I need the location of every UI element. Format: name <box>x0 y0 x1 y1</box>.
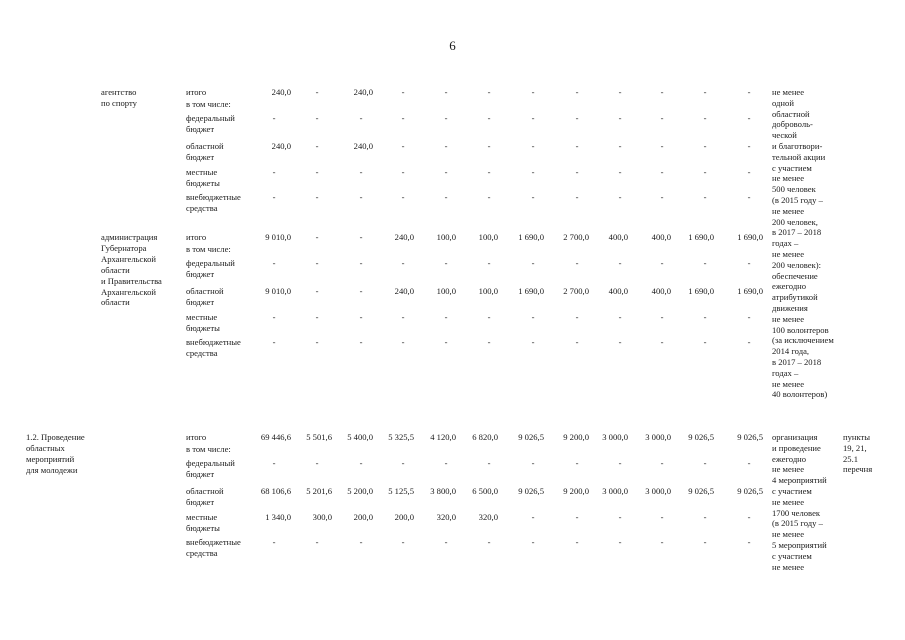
table-cell: - <box>531 258 535 268</box>
row-label: итого <box>186 432 207 442</box>
table-cell: - <box>444 258 448 268</box>
table-cell: - <box>315 141 319 151</box>
table-cell: 240,0 <box>353 141 373 151</box>
table-cell: - <box>531 167 535 177</box>
table-cell: 6 820,0 <box>472 432 498 442</box>
table-cell: - <box>575 113 579 123</box>
table-cell: - <box>575 141 579 151</box>
executor-label: по спорту <box>101 97 137 108</box>
row-label: бюджеты <box>186 522 220 533</box>
table-cell: - <box>618 312 622 322</box>
table-cell: - <box>618 192 622 202</box>
indicator-text: 4 мероприятий <box>772 475 827 486</box>
indicator-text: движения <box>772 303 808 313</box>
indicator-text: не менее <box>772 561 805 572</box>
table-cell: - <box>660 258 664 268</box>
row-label: в том числе: <box>186 444 231 454</box>
table-cell: 400,0 <box>608 286 628 296</box>
table-cell: - <box>487 337 491 347</box>
item-label: 1.2. Проведение <box>26 432 85 442</box>
table-cell: 1 690,0 <box>518 286 544 296</box>
row-label: федеральный <box>186 113 235 123</box>
table-cell: 1 690,0 <box>737 232 763 242</box>
table-cell: - <box>487 312 491 322</box>
table-cell: - <box>703 458 707 468</box>
table-cell: - <box>315 87 319 97</box>
table-cell: - <box>315 258 319 268</box>
indicator-text: в 2017 – 2018 <box>772 227 822 238</box>
indicator-text: 100 волонтеров <box>772 324 829 335</box>
table-cell: 9 200,0 <box>563 432 589 442</box>
table-cell: - <box>359 337 363 347</box>
table-cell: 100,0 <box>478 286 498 296</box>
table-cell: - <box>359 167 363 177</box>
table-cell: - <box>660 113 664 123</box>
table-cell: 5 125,5 <box>388 486 414 496</box>
table-cell: 240,0 <box>271 87 291 97</box>
reference-text: пункты <box>843 432 871 442</box>
row-label: в том числе: <box>186 99 231 109</box>
table-cell: - <box>703 312 707 322</box>
table-cell: - <box>660 167 664 177</box>
table-cell: 1 690,0 <box>688 232 714 242</box>
row-label: итого <box>186 232 207 242</box>
row-label: бюджеты <box>186 177 220 188</box>
row-label: бюджет <box>186 468 215 479</box>
table-cell: 100,0 <box>436 286 456 296</box>
table-cell: - <box>575 258 579 268</box>
table-cell: - <box>401 258 405 268</box>
table-cell: 3 000,0 <box>602 432 628 442</box>
table-cell: - <box>401 192 405 202</box>
row-label: бюджет <box>186 296 215 307</box>
indicator-text: ежегодно <box>772 453 807 464</box>
table-cell: - <box>444 537 448 547</box>
table-cell: 6 500,0 <box>472 486 498 496</box>
table-cell: - <box>575 87 579 97</box>
table-cell: - <box>359 258 363 268</box>
indicator-text: тельной акции <box>772 151 826 162</box>
row-label: местные <box>186 167 218 177</box>
executor-label: области <box>101 297 130 308</box>
row-label: внебюджетные <box>186 192 241 202</box>
indicator-text: в 2017 – 2018 <box>772 357 822 367</box>
table-cell: - <box>401 458 405 468</box>
table-cell: 320,0 <box>436 512 456 522</box>
table-cell: 200,0 <box>394 512 414 522</box>
table-cell: 5 325,5 <box>388 432 414 442</box>
table-cell: - <box>444 87 448 97</box>
table-cell: 240,0 <box>394 286 414 296</box>
table-cell: 5 201,6 <box>306 486 332 496</box>
table-cell: - <box>703 537 707 547</box>
table-cell: 1 690,0 <box>518 232 544 242</box>
table-cell: - <box>487 141 491 151</box>
table-cell: - <box>444 192 448 202</box>
table-cell: - <box>660 87 664 97</box>
indicator-text: одной <box>772 97 794 108</box>
indicator-text: ежегодно <box>772 281 807 292</box>
table-cell: - <box>747 167 751 177</box>
table-cell: 5 400,0 <box>347 432 373 442</box>
table-cell: - <box>401 113 405 123</box>
indicator-text: не менее <box>772 496 805 507</box>
table-cell: 320,0 <box>478 512 498 522</box>
table-cell: 3 000,0 <box>645 486 671 496</box>
row-label: областной <box>186 486 224 496</box>
indicator-text: годах – <box>772 367 799 378</box>
table-cell: - <box>747 312 751 322</box>
table-cell: - <box>444 458 448 468</box>
indicator-text: не менее <box>772 529 805 540</box>
table-cell: - <box>272 312 276 322</box>
table-cell: - <box>487 192 491 202</box>
table-cell: - <box>531 458 535 468</box>
table-cell: - <box>531 537 535 547</box>
table-cell: 400,0 <box>651 286 671 296</box>
table-cell: 9 026,5 <box>737 432 763 442</box>
indicator-text: 200 человек): <box>772 259 822 270</box>
indicator-text: не менее <box>772 249 805 259</box>
table-cell: - <box>359 312 363 322</box>
table-cell: - <box>401 141 405 151</box>
page-number: 6 <box>449 38 456 53</box>
table-cell: 5 200,0 <box>347 486 373 496</box>
table-cell: - <box>272 167 276 177</box>
table-cell: - <box>444 337 448 347</box>
table-cell: - <box>703 87 707 97</box>
indicator-text: 1700 человек <box>772 507 821 518</box>
table-cell: - <box>747 337 751 347</box>
table-cell: 69 446,6 <box>260 432 291 442</box>
table-cell: 200,0 <box>353 512 373 522</box>
table-cell: 400,0 <box>651 232 671 242</box>
executor-label: области <box>101 264 130 275</box>
table-cell: - <box>315 232 319 242</box>
table-cell: 2 700,0 <box>563 232 589 242</box>
indicator-text: не менее <box>772 173 805 184</box>
table-cell: - <box>660 512 664 522</box>
table-cell: - <box>747 537 751 547</box>
table-cell: 4 120,0 <box>430 432 456 442</box>
table-cell: - <box>575 512 579 522</box>
table-cell: - <box>272 458 276 468</box>
table-cell: - <box>618 141 622 151</box>
table-cell: - <box>703 141 707 151</box>
indicator-text: (в 2015 году – <box>772 195 823 205</box>
indicator-text: 5 мероприятий <box>772 540 827 550</box>
table-cell: - <box>272 537 276 547</box>
table-cell: - <box>401 337 405 347</box>
indicator-text: не менее <box>772 313 805 324</box>
indicator-text: годах – <box>772 238 799 249</box>
table-cell: - <box>618 113 622 123</box>
table-cell: 9 026,5 <box>518 432 544 442</box>
table-cell: - <box>359 537 363 547</box>
table-cell: - <box>531 141 535 151</box>
table-cell: - <box>531 312 535 322</box>
row-label: бюджет <box>186 268 215 279</box>
table-cell: - <box>618 258 622 268</box>
table-cell: - <box>575 537 579 547</box>
table-cell: - <box>444 113 448 123</box>
table-cell: 100,0 <box>478 232 498 242</box>
table-cell: - <box>359 458 363 468</box>
table-cell: - <box>747 141 751 151</box>
table-cell: - <box>487 87 491 97</box>
table-cell: 1 340,0 <box>265 512 291 522</box>
table-cell: - <box>660 312 664 322</box>
executor-label: Губернатора <box>101 242 147 253</box>
executor-label: Архангельской <box>101 253 156 264</box>
table-cell: - <box>531 113 535 123</box>
row-label: внебюджетные <box>186 337 241 347</box>
table-cell: - <box>272 337 276 347</box>
table-cell: - <box>703 167 707 177</box>
table-cell: 9 026,5 <box>737 486 763 496</box>
table-cell: 240,0 <box>271 141 291 151</box>
row-label: бюджет <box>186 151 215 162</box>
row-label: внебюджетные <box>186 537 241 547</box>
table-cell: - <box>575 312 579 322</box>
table-cell: 1 690,0 <box>688 286 714 296</box>
row-label: федеральный <box>186 258 235 268</box>
table-cell: - <box>703 337 707 347</box>
row-label: бюджет <box>186 496 215 507</box>
indicator-text: 40 волонтеров) <box>772 389 828 400</box>
table-cell: - <box>487 537 491 547</box>
indicator-text: ческой <box>772 130 797 141</box>
table-cell: - <box>618 512 622 522</box>
table-cell: 3 800,0 <box>430 486 456 496</box>
table-cell: - <box>272 192 276 202</box>
indicator-text: областной <box>772 108 810 119</box>
table-cell: - <box>487 113 491 123</box>
table-cell: 3 000,0 <box>645 432 671 442</box>
indicator-text: не менее <box>772 205 805 216</box>
table-cell: 9 200,0 <box>563 486 589 496</box>
table-cell: - <box>660 458 664 468</box>
table-cell: - <box>531 87 535 97</box>
table-cell: - <box>747 258 751 268</box>
indicator-text: не менее <box>772 87 805 97</box>
row-label: средства <box>186 202 218 213</box>
table-cell: - <box>315 312 319 322</box>
indicator-text: доброволь- <box>772 119 813 130</box>
table-cell: 1 690,0 <box>737 286 763 296</box>
table-cell: - <box>747 192 751 202</box>
reference-text: 25.1 <box>843 453 859 464</box>
table-cell: - <box>359 286 363 296</box>
table-cell: - <box>401 312 405 322</box>
indicator-text: с участием <box>772 550 812 561</box>
reference-text: перечня <box>843 464 873 475</box>
row-label: областной <box>186 141 224 151</box>
table-cell: - <box>703 113 707 123</box>
table-cell: - <box>315 537 319 547</box>
table-cell: 9 026,5 <box>518 486 544 496</box>
row-label: средства <box>186 547 218 558</box>
table-cell: - <box>660 337 664 347</box>
table-cell: 9 026,5 <box>688 432 714 442</box>
table-cell: - <box>444 167 448 177</box>
table-cell: 9 010,0 <box>265 286 291 296</box>
row-label: областной <box>186 286 224 296</box>
row-label: федеральный <box>186 458 235 468</box>
table-cell: 9 026,5 <box>688 486 714 496</box>
table-cell: - <box>359 113 363 123</box>
row-label: местные <box>186 312 218 322</box>
indicator-text: (в 2015 году – <box>772 518 823 529</box>
indicator-text: атрибутикой <box>772 292 818 303</box>
table-cell: 400,0 <box>608 232 628 242</box>
table-cell: - <box>444 141 448 151</box>
table-cell: - <box>618 537 622 547</box>
table-cell: - <box>703 192 707 202</box>
table-cell: - <box>575 458 579 468</box>
table-cell: - <box>531 192 535 202</box>
table-cell: - <box>618 167 622 177</box>
table-cell: - <box>487 258 491 268</box>
table-cell: - <box>487 167 491 177</box>
table-cell: - <box>531 512 535 522</box>
table-cell: - <box>401 167 405 177</box>
table-cell: 2 700,0 <box>563 286 589 296</box>
table-cell: 100,0 <box>436 232 456 242</box>
indicator-text: с участием <box>772 486 812 496</box>
table-cell: 3 000,0 <box>602 486 628 496</box>
table-cell: 300,0 <box>312 512 332 522</box>
table-cell: - <box>703 258 707 268</box>
row-label: бюджет <box>186 123 215 134</box>
table-cell: - <box>660 192 664 202</box>
table-cell: - <box>315 192 319 202</box>
table-cell: - <box>747 87 751 97</box>
indicator-text: не менее <box>772 378 805 389</box>
table-cell: - <box>272 113 276 123</box>
indicator-text: не менее <box>772 464 805 475</box>
indicator-text: (за исключением <box>772 335 834 346</box>
table-cell: - <box>660 537 664 547</box>
executor-label: Архангельской <box>101 286 156 297</box>
table-cell: - <box>444 312 448 322</box>
row-label: местные <box>186 512 218 522</box>
executor-label: администрация <box>101 232 158 242</box>
indicator-text: и проведение <box>772 442 821 453</box>
executor-label: агентство <box>101 87 137 97</box>
table-cell: - <box>359 192 363 202</box>
item-label: областных <box>26 442 65 453</box>
table-cell: - <box>747 458 751 468</box>
table-cell: - <box>575 337 579 347</box>
indicator-text: с участием <box>772 162 812 173</box>
item-label: для молодежи <box>26 464 78 475</box>
table-cell: - <box>315 337 319 347</box>
table-cell: - <box>315 458 319 468</box>
table-cell: - <box>531 337 535 347</box>
table-cell: - <box>660 141 664 151</box>
table-cell: 5 501,6 <box>306 432 332 442</box>
indicator-text: 500 человек <box>772 184 816 195</box>
table-cell: - <box>575 192 579 202</box>
table-cell: - <box>272 258 276 268</box>
table-cell: 9 010,0 <box>265 232 291 242</box>
table-cell: - <box>315 113 319 123</box>
indicator-text: обеспечение <box>772 270 818 281</box>
table-cell: - <box>618 337 622 347</box>
indicator-text: 2014 года, <box>772 346 810 357</box>
table-cell: 68 106,6 <box>260 486 291 496</box>
table-cell: - <box>401 87 405 97</box>
table-cell: - <box>359 232 363 242</box>
indicator-text: и благотвори- <box>772 141 823 151</box>
table-cell: 240,0 <box>353 87 373 97</box>
table-cell: - <box>618 87 622 97</box>
table-cell: - <box>315 286 319 296</box>
table-cell: - <box>575 167 579 177</box>
reference-text: 19, 21, <box>843 442 867 453</box>
indicator-text: организация <box>772 432 818 442</box>
table-cell: - <box>315 167 319 177</box>
table-cell: - <box>703 512 707 522</box>
table-cell: - <box>747 512 751 522</box>
table-cell: - <box>747 113 751 123</box>
table-cell: - <box>487 458 491 468</box>
item-label: мероприятий <box>26 453 75 464</box>
row-label: бюджеты <box>186 322 220 333</box>
table-cell: - <box>401 537 405 547</box>
table-cell: 240,0 <box>394 232 414 242</box>
table-cell: - <box>618 458 622 468</box>
row-label: в том числе: <box>186 244 231 254</box>
executor-label: и Правительства <box>101 275 162 286</box>
row-label: средства <box>186 347 218 358</box>
indicator-text: 200 человек, <box>772 216 818 227</box>
row-label: итого <box>186 87 207 97</box>
